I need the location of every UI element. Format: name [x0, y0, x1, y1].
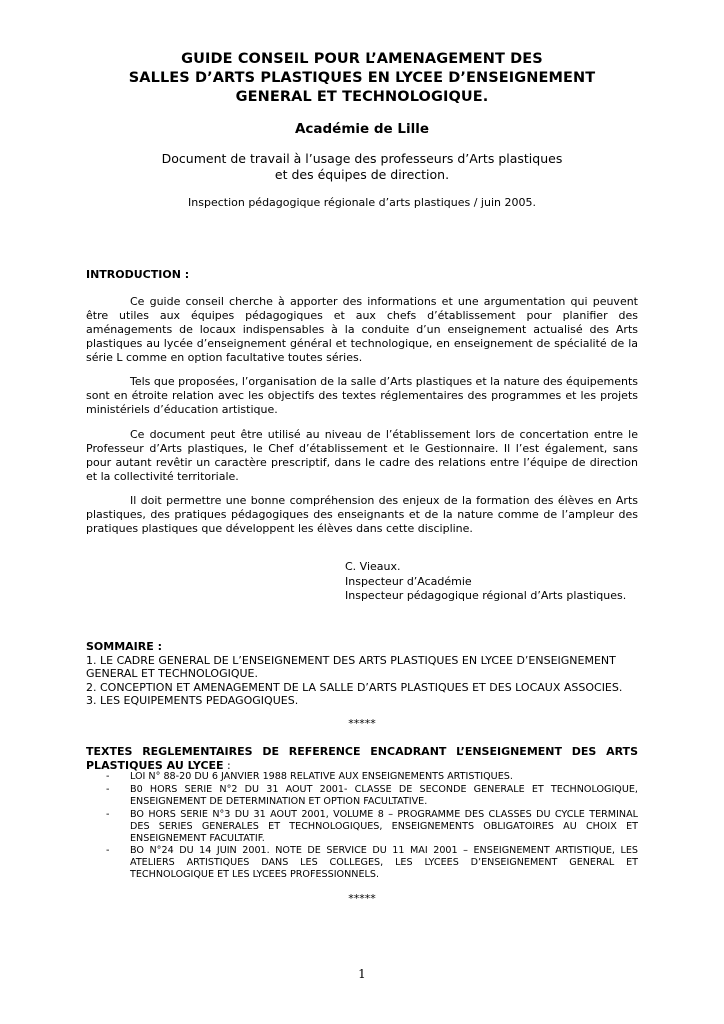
textes-heading-suffix: : [223, 759, 231, 772]
signature-block [345, 560, 626, 604]
intro-paragraph: Tels que proposées, l’organisation de la salle d’Arts plastiques et la nature des équipements sont en étroite relation avec les objectifs des textes réglementaires des programmes et les projets ministériels d’éducation artistique. [86, 375, 638, 416]
intro-paragraph: Ce document peut être utilisé au niveau de l’établissement lors de concertation entre le Professeur d’Arts plastiques, le Chef d’établissement et le Gestionnaire. Il l’est également, sans pour autant revêtir un caractère prescriptif, dans le cadre des relations entre l’équipe de direction et la collectivité territoriale. [86, 428, 638, 483]
bullet-dash: - [106, 783, 110, 795]
textes-heading-text: TEXTES REGLEMENTAIRES DE REFERENCE ENCADRANT L’ENSEIGNEMENT DES ARTS PLASTIQUES AU LYCEE [86, 745, 638, 772]
academie-heading: Académie de Lille [294, 121, 430, 137]
bullet-dash: - [106, 845, 110, 857]
section-separator: ***** [348, 892, 376, 905]
signature-role: Inspecteur pédagogique régional d’Arts plastiques. [345, 589, 627, 602]
title-line: GUIDE CONSEIL POUR L’AMENAGEMENT DES [181, 51, 543, 67]
signature-role: Inspecteur d’Académie [345, 574, 472, 588]
textes-heading [86, 745, 638, 773]
list-item [100, 784, 638, 808]
list-item [100, 809, 638, 845]
document-subtitle [86, 151, 638, 183]
sommaire-section [86, 640, 646, 708]
title-line: SALLES D’ARTS PLASTIQUES EN LYCEE D’ENSEIGNEMENT [128, 70, 596, 86]
reference-text: BO N°24 DU 14 JUIN 2001. NOTE DE SERVICE DU 11 MAI 2001 – ENSEIGNEMENT ARTISTIQUE, LES ATELIERS ARTISTIQUES DANS LES COLLEGES, LES LYCEES D’ENSEIGNEMENT GENERAL ET TECHNOLOGIQUE ET LES LYCEES PROFESSIONNELS. [130, 845, 638, 881]
reference-text: BO HORS SERIE N°3 DU 31 AOUT 2001, VOLUME 8 – PROGRAMME DES CLASSES DU CYCLE TERMINAL DES SERIES GENERALES ET TECHNOLOGIQUES, ENSEIGNEMENTS OBLIGATOIRES AU CHOIX ET ENSEIGNEMENT FACULTATIF. [130, 808, 638, 844]
introduction-heading: INTRODUCTION : [86, 268, 190, 281]
title-line: GENERAL ET TECHNOLOGIQUE. [235, 89, 489, 105]
section-separator: ***** [348, 717, 376, 730]
bullet-dash: - [106, 771, 110, 782]
subtitle-line: et des équipes de direction. [274, 167, 450, 182]
reference-text: LOI N° 88-20 DU 6 JANVIER 1988 RELATIVE AUX ENSEIGNEMENTS ARTISTIQUES. [130, 771, 513, 782]
list-item [100, 771, 638, 783]
signature-name: C. Vieaux. [345, 560, 401, 573]
sommaire-item: 3. LES EQUIPEMENTS PEDAGOGIQUES. [86, 694, 299, 708]
sommaire-item: 1. LE CADRE GENERAL DE L’ENSEIGNEMENT DES ARTS PLASTIQUES EN LYCEE D’ENSEIGNEMENT GENERAL ET TECHNOLOGIQUE. [86, 653, 616, 681]
intro-paragraph: Ce guide conseil cherche à apporter des informations et une argumentation qui peuvent être utiles aux équipes pédagogiques et aux chefs d’établissement pour planifier des aménagements de locaux indispensables à la conduite d’un enseignement actualisé des Arts plastiques au lycée d’enseignement général et technologique, en enseignement de spécialité de la série L comme en option facultative toutes séries. [86, 295, 638, 364]
page-number: 1 [358, 967, 366, 981]
list-item [100, 845, 638, 881]
bullet-dash: - [106, 808, 110, 820]
subtitle-line: Document de travail à l’usage des professeurs d’Arts plastiques [161, 151, 563, 166]
document-title [86, 50, 638, 107]
intro-paragraph: Il doit permettre une bonne compréhension des enjeux de la formation des élèves en Arts plastiques, des pratiques pédagogiques des enseignants et de la nature comme de l’ampleur des pratiques plastiques que développent les élèves dans cette discipline. [86, 494, 638, 535]
reference-text: B0 HORS SERIE N°2 DU 31 AOUT 2001- CLASSE DE SECONDE GENERALE ET TECHNOLOGIQUE, ENSEIGNEMENT DE DETERMINATION ET OPTION FACULTATIVE. [130, 783, 638, 807]
inspection-line: Inspection pédagogique régionale d’arts plastiques / juin 2005. [188, 196, 536, 209]
sommaire-heading: SOMMAIRE : [86, 640, 162, 653]
reference-list [100, 771, 638, 882]
sommaire-item: 2. CONCEPTION ET AMENAGEMENT DE LA SALLE D’ARTS PLASTIQUES ET DES LOCAUX ASSOCIES. [86, 680, 623, 694]
